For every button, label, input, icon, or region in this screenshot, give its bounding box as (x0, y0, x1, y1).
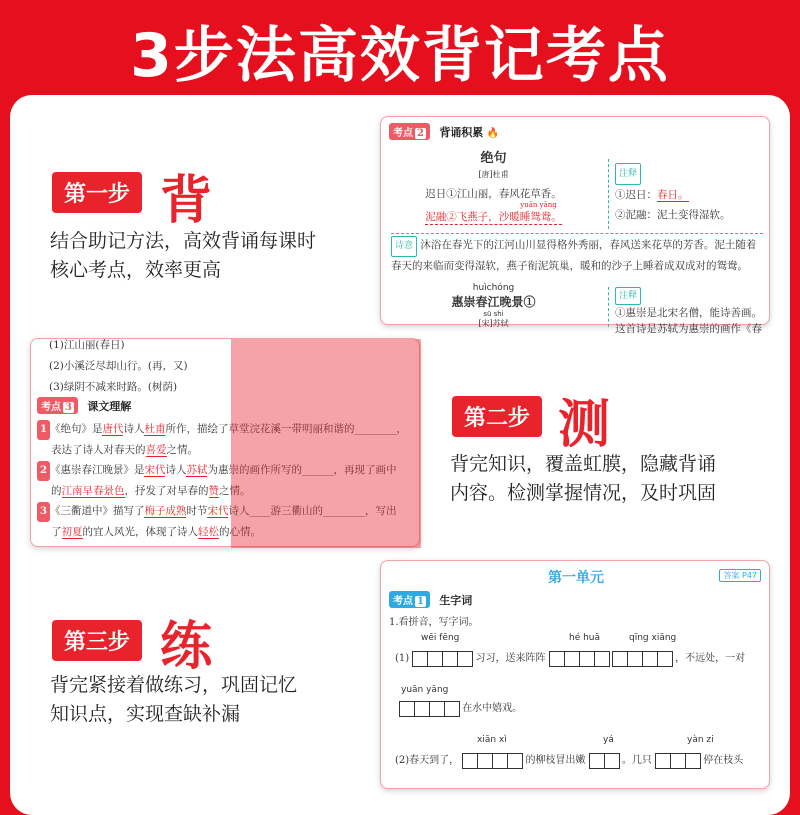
q-text: 的宜人风光，体现了诗人 (82, 526, 198, 538)
tag-label: 考点 (393, 128, 413, 139)
top-line3: (3)绿阴不减来时路。(树荫) (49, 381, 178, 393)
step1-badge: 第一步 (52, 172, 142, 213)
answer-grid[interactable] (655, 753, 700, 769)
exercise-question: 1.看拼音，写字词。 (389, 617, 479, 628)
pinyin-weifeng: wēi fēng (421, 633, 460, 643)
q-text: 之情。 (166, 444, 198, 456)
poem-line2: 泥融②飞燕子，沙暖睡鸳鸯。 (425, 211, 562, 223)
q-answer: 江南早春景色 (61, 485, 125, 497)
q-text: 《绝句》是 (49, 423, 103, 435)
q-text: ，抒发了对早春的 (124, 485, 209, 497)
step3-badge: 第三步 (52, 620, 142, 661)
q-text: 了 (51, 526, 62, 538)
q-text: 诗人 (165, 464, 187, 476)
fire-icon: 🔥 (486, 128, 500, 139)
note-tag: 注释 (615, 163, 641, 185)
answer-grid[interactable] (612, 651, 672, 667)
s-text: 的柳枝冒出嫩 (525, 755, 586, 766)
sentence-2 (395, 751, 743, 769)
answer-grid[interactable] (412, 651, 472, 667)
step2-char: 测 (558, 395, 611, 455)
comprehension-card (30, 338, 420, 547)
note3-tag: 注释 (615, 287, 641, 305)
note1-value: 春日。 (657, 189, 689, 201)
q-answer: 苏轼 (186, 464, 208, 476)
answer-grid[interactable] (399, 701, 459, 717)
s-text: (2)春天到了， (395, 755, 460, 766)
answer-page-badge[interactable]: 答案 P47 (719, 569, 761, 582)
pinyin-qingxiang: qīng xiāng (629, 633, 677, 643)
poem2-pinyin: huìchóng (472, 283, 515, 293)
pinyin-ya: yá (603, 735, 614, 745)
q-answer: 宋代 (207, 505, 229, 517)
q-answer: 喜爱 (145, 444, 167, 456)
s-text: 在水中嬉戏。 (462, 703, 523, 714)
note1-prefix: ①迟日： (615, 189, 657, 201)
section-title: 生字词 (439, 594, 473, 607)
question-2: 2 《惠崇春江晚景》是宋代诗人苏轼为惠崇的画作所写的______，再现了画中 (37, 460, 417, 481)
q-answer: 唐代 (102, 423, 124, 435)
pinyin-hehua: hé huā (569, 633, 601, 643)
step2-desc: 背完知识，覆盖虹膜，隐藏背诵 内容。检测掌握情况，及时巩固 (450, 453, 717, 504)
q-text: 表达了诗人对春天的 (51, 444, 146, 456)
q-answer: 轻松 (198, 526, 219, 538)
recitation-card (380, 116, 770, 335)
red-mask-overlay[interactable] (231, 339, 421, 548)
pinyin-xianxi: xiān xì (477, 735, 507, 745)
q-text: 《惠崇春江晚景》是 (49, 464, 145, 476)
q-text: 所作，描绘了草堂浣花溪一带明丽和谐的________， (165, 423, 407, 435)
poem2-author: [宋]苏轼 (478, 319, 509, 328)
question-3: 3 《三衢道中》描写了梅子成熟时节宋代诗人____游三衢山的________，写出 (37, 501, 417, 522)
step3-char: 练 (160, 617, 213, 677)
tag-number: 2 (417, 128, 424, 139)
tag-label: 考点 (393, 596, 413, 607)
poem2-pinyin2: sū shì (483, 310, 504, 318)
answer-grid[interactable] (589, 753, 619, 769)
q-text: 为惠崇的画作所写的______，再现了画中 (207, 464, 397, 476)
step3-desc: 背完紧接着做练习，巩固记忆 知识点，实现查缺补漏 (50, 674, 298, 725)
yiyi-text: 沐浴在春光下的江河山川显得格外秀丽，春风送来花草的芳香。泥土随着春天的来临而变得湿软，燕子衔泥筑巢，暖和的沙子上睡着成双成对的鸳鸯。 (391, 239, 757, 272)
poem-title: 绝句 (480, 151, 507, 166)
answer-grid[interactable] (462, 753, 522, 769)
top-line2: (2)小溪泛尽却山行。(再，又) (49, 360, 188, 372)
tag-label: 考点 (41, 402, 61, 413)
kaodian-tag (37, 397, 78, 414)
kaodian-tag (389, 591, 430, 608)
pinyin-yuanyang: yuān yāng (401, 685, 449, 695)
q-answer: 初夏 (61, 526, 83, 538)
poem2-title: 惠崇春江晚景① (451, 295, 536, 309)
note3: ①惠崇是北宋名僧，能诗善画。这首诗是苏轼为惠崇的画作《春 (615, 307, 762, 335)
top-line1: (1)江山丽(春日) (49, 339, 125, 351)
tag-number: 3 (65, 402, 72, 413)
q-text: 《三衢道中》描写了 (49, 505, 145, 517)
q-text: 诗人____游三衢山的________，写出 (228, 505, 397, 517)
q-text: 的心情。 (219, 526, 261, 538)
page-title: 3步法高效背记考点 (130, 21, 670, 91)
s-text: (1) (395, 653, 410, 664)
q-answer: 梅子成熟 (144, 505, 187, 517)
section-title: 背诵积累 (439, 126, 484, 139)
step2-badge: 第二步 (452, 396, 542, 437)
poem-pinyin: yuān yāng (520, 201, 557, 209)
poem-line1: 迟日①江山丽，春风花草香。 (425, 188, 562, 200)
step1-char: 背 (160, 171, 213, 231)
s-text: 习习，送来阵阵 (475, 653, 546, 664)
q-answer: 赞 (208, 485, 219, 497)
s-text: ，不远处，一对 (675, 653, 746, 664)
s-text: 停在枝头 (703, 755, 744, 766)
q-answer: 宋代 (144, 464, 166, 476)
poem-author: [唐]杜甫 (478, 170, 509, 179)
pinyin-yanzi: yàn zi (687, 735, 714, 745)
q-text: 的 (51, 485, 62, 497)
s-text: 。几只 (621, 755, 652, 766)
q-text: 时节 (186, 505, 208, 517)
answer-grid[interactable] (549, 651, 609, 667)
q-text: 诗人 (123, 423, 145, 435)
question-1: 1 《绝句》是唐代诗人杜甫所作，描绘了草堂浣花溪一带明丽和谐的________， (37, 419, 417, 440)
sentence-1 (395, 649, 745, 667)
step1-desc: 结合助记方法，高效背诵每课时 核心考点，效率更高 (50, 230, 317, 281)
card1-header (389, 123, 499, 140)
kaodian-tag (389, 123, 430, 140)
card2-header (37, 397, 131, 414)
yiyi-tag: 诗意 (391, 236, 417, 257)
card3-header (389, 591, 472, 608)
note2: ②泥融：泥土变得湿软。 (615, 209, 731, 221)
q-text: 之情。 (219, 485, 251, 497)
section-title: 课文理解 (87, 400, 132, 413)
tag-number: 1 (417, 596, 424, 607)
unit-title: 第一单元 (548, 570, 604, 586)
exercise-card (380, 560, 770, 789)
q-answer: 杜甫 (144, 423, 166, 435)
sentence-1-cont (399, 699, 522, 717)
